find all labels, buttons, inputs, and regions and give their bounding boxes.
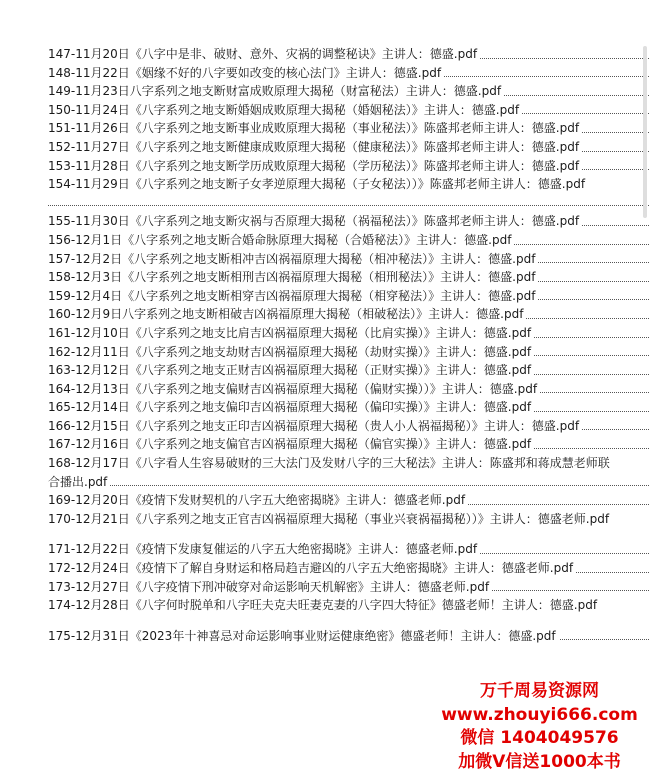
entry-text: 170-12月21日《八字系列之地支正官吉凶祸福原理大揭秘（事业兴衰祸福揭秘））》主讲人：德盛老师.pdf	[48, 512, 612, 526]
list-item	[48, 175, 649, 194]
entry-text: 158-12月3日《八字系列之地支断相刑吉凶祸福原理大揭秘（相刑秘法）》主讲人：德盛.pdf	[48, 270, 538, 284]
list-item	[48, 45, 649, 64]
list-item	[48, 324, 649, 343]
list-item	[48, 473, 649, 492]
list-item	[48, 417, 649, 436]
list-item	[48, 64, 649, 83]
list-item	[48, 596, 649, 615]
entry-text: 172-12月24日《疫情下了解自身财运和格局趋吉避凶的八字五大绝密揭晓》主讲人：德盛老师.pdf	[48, 561, 576, 575]
list-item	[48, 305, 649, 324]
entry-text: 168-12月17日《八字看人生容易破财的三大法门及发财八字的三大秘法》主讲人：陈盛邦和蒋成慧老师联	[48, 456, 613, 470]
list-item	[48, 119, 649, 138]
list-item	[48, 82, 649, 101]
entry-text: 150-11月24日《八字系列之地支断婚姻成败原理大揭秘（婚姻秘法）》主讲人：德盛.pdf	[48, 103, 522, 117]
list-item	[48, 559, 649, 578]
list-item	[48, 435, 649, 454]
list-item	[48, 578, 649, 597]
scrollbar[interactable]	[643, 46, 647, 218]
list-item	[48, 268, 649, 287]
list-item	[48, 101, 649, 120]
document-body	[48, 45, 649, 645]
list-item	[48, 510, 649, 529]
entry-text: 合播出.pdf	[48, 475, 110, 489]
list-item	[48, 361, 649, 380]
list-item	[48, 250, 649, 269]
entry-text: 148-11月22日《姻缘不好的八字要如改变的核心法门》主讲人：德盛.pdf	[48, 66, 444, 80]
list-item	[48, 287, 649, 306]
list-item	[48, 157, 649, 176]
entry-text: 156-12月1日《八字系列之地支断合婚命脉原理大揭秘（合婚秘法）》主讲人：德盛.pdf	[48, 233, 514, 247]
entry-text: 171-12月22日《疫情下发康复催运的八字五大绝密揭晓》主讲人：德盛老师.pdf	[48, 542, 480, 556]
entry-text: 174-12月28日《八字何时脱单和八字旺夫克夫旺妻克妻的八字四大特征》德盛老师！主讲人：德盛.pdf	[48, 598, 600, 612]
watermark-url: www.zhouyi666.com	[441, 704, 638, 725]
entry-text: 173-12月27日《八字疫情下刑冲破穿对命运影响天机解密》主讲人：德盛老师.pdf	[48, 580, 492, 594]
list-item	[48, 138, 649, 157]
entry-text: 160-12月9日八字系列之地支断相破吉凶祸福原理大揭秘（相破秘法）》主讲人：德盛.pdf	[48, 307, 526, 321]
entry-text: 151-11月26日《八字系列之地支断事业成败原理大揭秘（事业秘法）》陈盛邦老师主讲人：德盛.pdf	[48, 121, 582, 135]
entry-text: 149-11月23日八字系列之地支断财富成败原理大揭秘（财富秘法）主讲人：德盛.pdf	[48, 84, 504, 98]
dotted-leader	[48, 194, 649, 213]
entry-text: 159-12月4日《八字系列之地支断相穿吉凶祸福原理大揭秘（相穿秘法）》主讲人：德盛.pdf	[48, 289, 538, 303]
list-item	[48, 540, 649, 559]
entry-text: 165-12月14日《八字系列之地支偏印吉凶祸福原理大揭秘（偏印实操）》主讲人：德盛.pdf	[48, 400, 534, 414]
list-item	[48, 212, 649, 231]
entry-text: 154-11月29日《八字系列之地支断子女孝逆原理大揭秘（子女秘法））》陈盛邦老师主讲人：德盛.pdf	[48, 177, 588, 191]
section-gap	[48, 615, 649, 627]
entry-text: 153-11月28日《八字系列之地支断学历成败原理大揭秘（学历秘法）》陈盛邦老师主讲人：德盛.pdf	[48, 159, 582, 173]
list-item	[48, 491, 649, 510]
list-item	[48, 231, 649, 250]
entry-text: 155-11月30日《八字系列之地支断灾祸与否原理大揭秘（祸福秘法）》陈盛邦老师主讲人：德盛.pdf	[48, 214, 582, 228]
entry-text: 152-11月27日《八字系列之地支断健康成败原理大揭秘（健康秘法）》陈盛邦老师主讲人：德盛.pdf	[48, 140, 582, 154]
entry-text: 167-12月16日《八字系列之地支偏官吉凶祸福原理大揭秘（偏官实操）》主讲人：德盛.pdf	[48, 437, 534, 451]
watermark-wechat: 微信 1404049576	[460, 728, 619, 748]
list-item	[48, 454, 649, 473]
entry-text: 157-12月2日《八字系列之地支断相冲吉凶祸福原理大揭秘（相冲秘法）》主讲人：德盛.pdf	[48, 252, 538, 266]
entry-text: 166-12月15日《八字系列之地支正印吉凶祸福原理大揭秘（贵人小人祸福揭秘）》主讲人：德盛.pdf	[48, 419, 582, 433]
entry-text: 169-12月20日《疫情下发财契机的八字五大绝密揭晓》主讲人：德盛老师.pdf	[48, 493, 468, 507]
watermark-block	[430, 680, 649, 774]
entry-text: 163-12月12日《八字系列之地支正财吉凶祸福原理大揭秘（正财实操）》主讲人：德盛.pdf	[48, 363, 534, 377]
entry-text: 175-12月31日《2023年十神喜忌对命运影响事业财运健康绝密》德盛老师！主讲人：德盛.pdf	[48, 629, 559, 643]
entry-text: 162-12月11日《八字系列之地支劫财吉凶祸福原理大揭秘（劫财实操）》主讲人：德盛.pdf	[48, 345, 534, 359]
list-item	[48, 398, 649, 417]
entry-text: 161-12月10日《八字系列之地支比肩吉凶祸福原理大揭秘（比肩实操）》主讲人：德盛.pdf	[48, 326, 534, 340]
entry-text: 147-11月20日《八字中是非、破财、意外、灾祸的调整秘诀》主讲人：德盛.pdf	[48, 47, 480, 61]
section-gap	[48, 528, 649, 540]
watermark-promo: 加微V信送1000本书	[458, 751, 621, 772]
list-item	[48, 343, 649, 362]
list-item	[48, 380, 649, 399]
list-item	[48, 627, 649, 646]
entry-text: 164-12月13日《八字系列之地支偏财吉凶祸福原理大揭秘（偏财实操））》主讲人：德盛.pdf	[48, 382, 540, 396]
watermark-site-name: 万千周易资源网	[480, 681, 599, 701]
